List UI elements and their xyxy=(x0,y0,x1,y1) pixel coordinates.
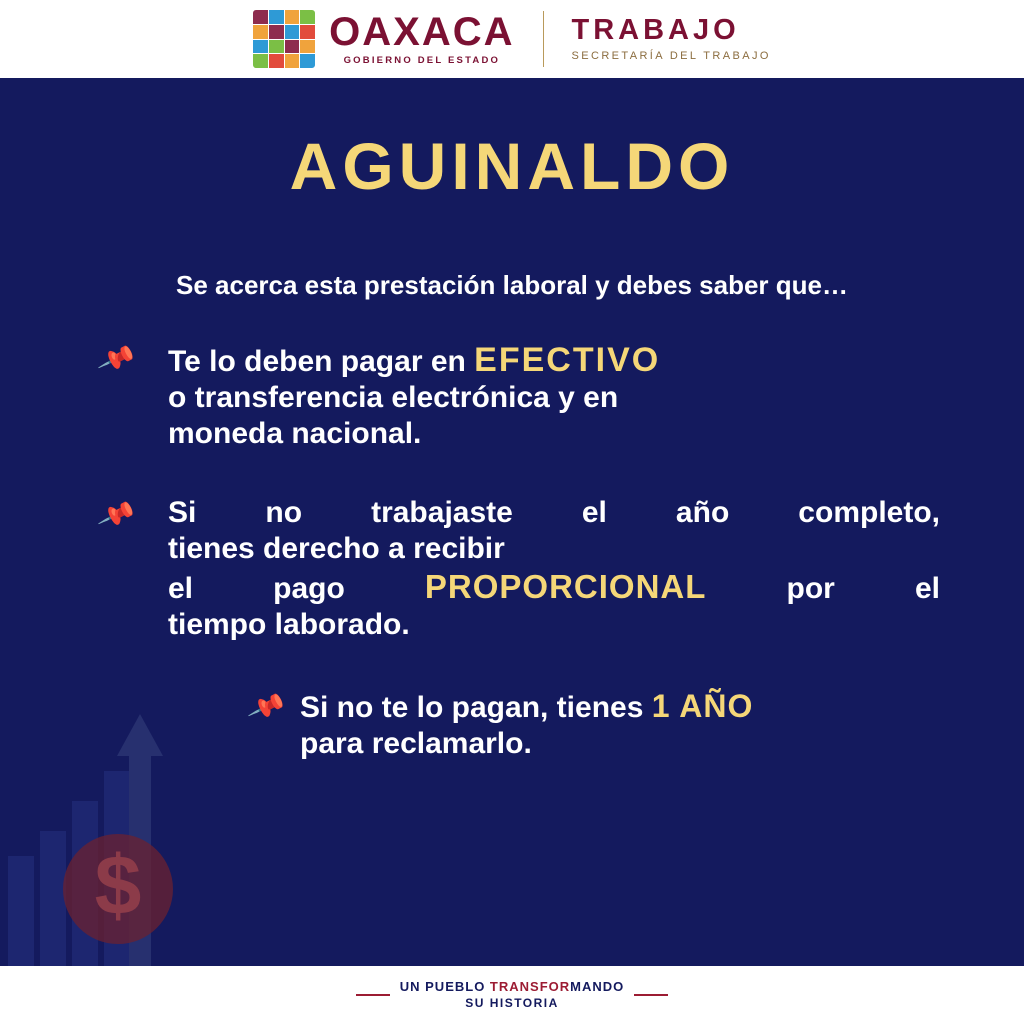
bullet-2-line3-b: por el xyxy=(706,571,940,605)
page-title: AGUINALDO xyxy=(289,129,735,203)
page-subtitle: Se acerca esta prestación laboral y debes saber que… xyxy=(176,270,848,300)
bullet-1-line1-text: Te lo deben pagar en xyxy=(168,345,475,378)
list-item xyxy=(246,687,990,762)
header-bar xyxy=(0,0,1024,78)
poster-body xyxy=(0,78,1024,966)
oaxaca-grecas-logo-icon xyxy=(253,10,315,68)
svg-text:$: $ xyxy=(94,838,142,932)
bullet-list xyxy=(0,340,1024,762)
bullet-1-highlight: EFECTIVO xyxy=(474,341,661,379)
bullet-1-line3: moneda nacional. xyxy=(168,416,422,450)
brand-subtitle: GOBIERNO DEL ESTADO xyxy=(343,55,501,66)
bullet-2-line2: tienes derecho a recibir xyxy=(168,531,505,565)
bullet-2-highlight: PROPORCIONAL xyxy=(424,567,707,605)
brand-name: OAXACA xyxy=(329,10,515,54)
bullet-1-line2: o transferencia electrónica y en xyxy=(168,381,619,415)
footer-slogan-b: TRANSFOR xyxy=(489,979,571,995)
bullet-3-highlight: 1 AÑO xyxy=(651,687,754,724)
header-divider xyxy=(543,11,544,67)
bullet-2-line3-a: el pago xyxy=(168,571,425,605)
list-item xyxy=(96,495,940,643)
pushpin-icon: 📌 xyxy=(246,687,288,727)
bullet-3-line1-text: Si no te lo pagan, tienes xyxy=(300,690,652,724)
footer-slogan-group xyxy=(356,979,669,1010)
footer-bar xyxy=(0,966,1024,1024)
oaxaca-wordmark xyxy=(329,12,514,66)
bullet-3-line2: para reclamarlo. xyxy=(300,726,532,760)
footer-dash-left xyxy=(356,994,390,996)
footer-slogan-c: MANDO xyxy=(570,979,625,995)
footer-slogan xyxy=(400,979,625,1010)
footer-dash-right xyxy=(634,994,668,996)
department-block xyxy=(572,16,771,62)
pushpin-icon: 📌 xyxy=(96,495,138,535)
bullet-2-line4: tiempo laborado. xyxy=(168,607,410,641)
bullet-2-line1: Si no trabajaste el año completo, xyxy=(168,495,940,529)
footer-slogan-a: UN PUEBLO xyxy=(399,979,490,995)
department-subtitle: SECRETARÍA DEL TRABAJO xyxy=(571,50,771,62)
pushpin-icon: 📌 xyxy=(96,339,138,379)
list-item xyxy=(96,339,920,451)
header-logo-group xyxy=(253,10,771,68)
department-name: TRABAJO xyxy=(571,14,740,46)
footer-slogan-line2: SU HISTORIA xyxy=(465,995,559,1010)
